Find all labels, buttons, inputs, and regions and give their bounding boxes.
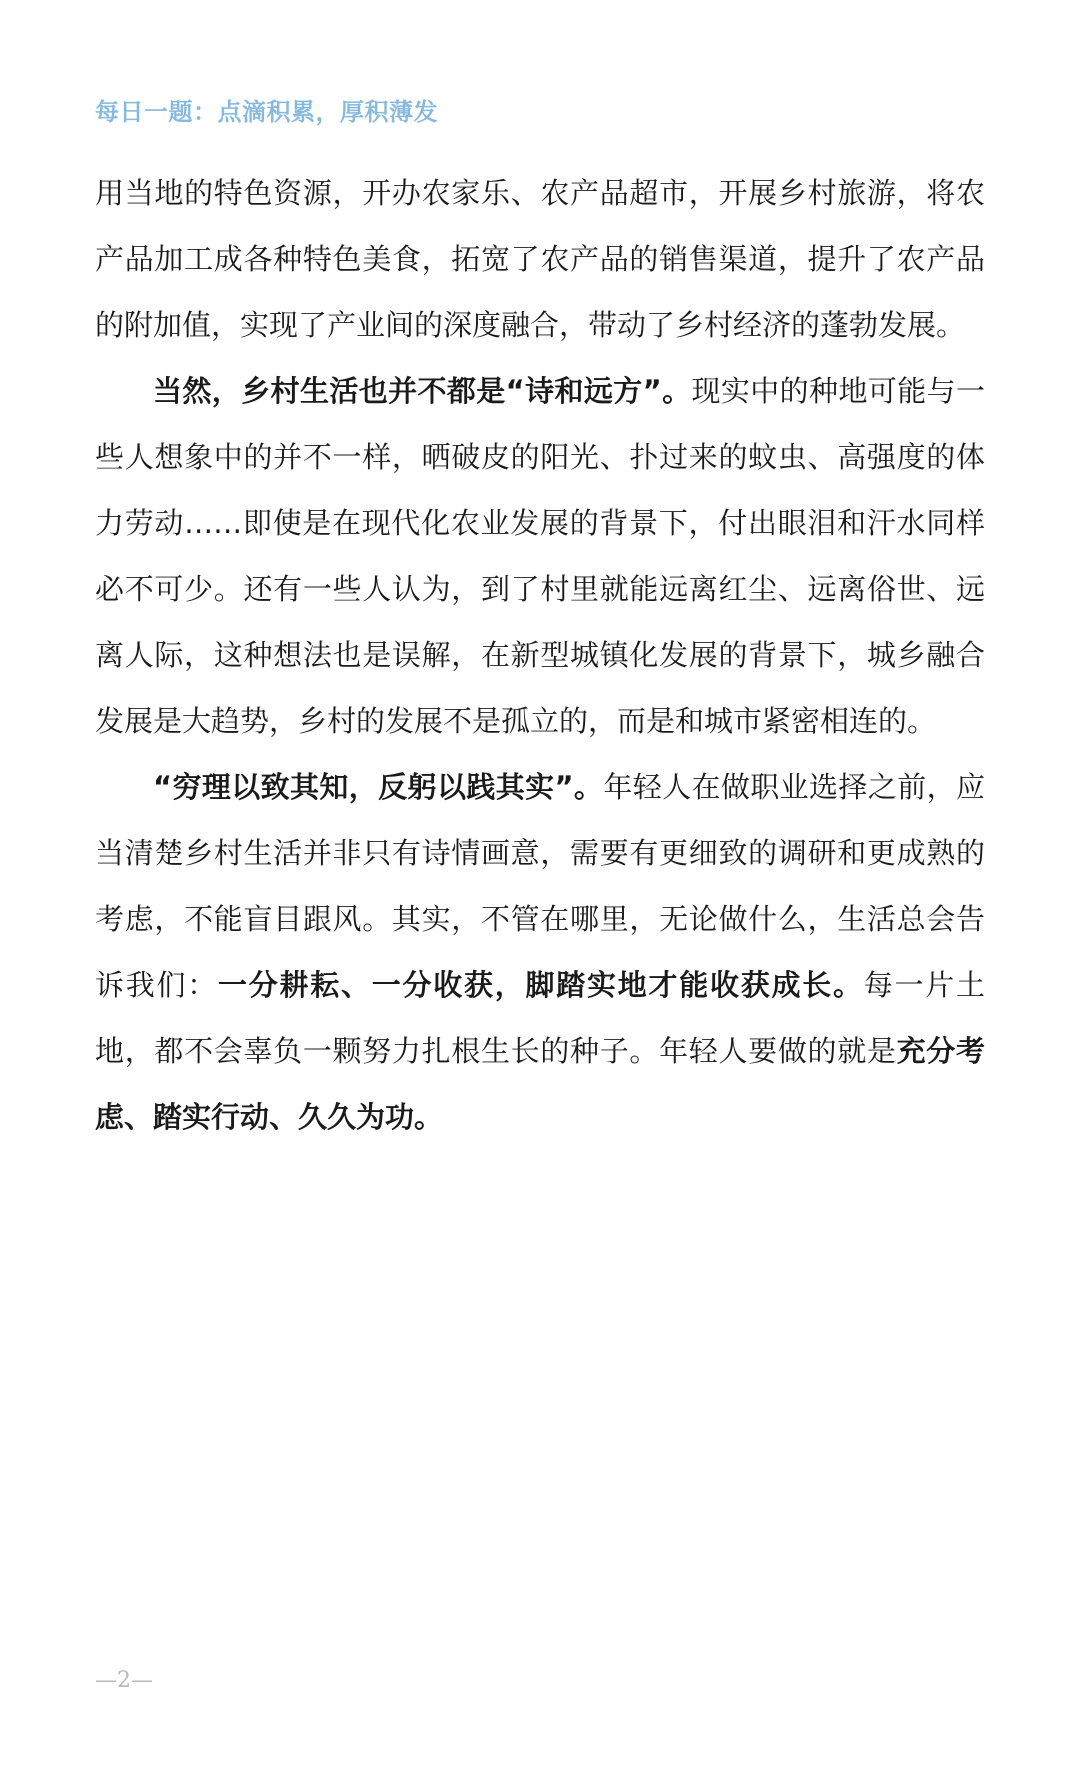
article-body <box>95 160 985 1150</box>
paragraph-3-emphasis-1: 一分耕耘、一分收获，脚踏实地才能收获成长。 <box>218 968 864 1002</box>
paragraph-1: 用当地的特色资源，开办农家乐、农产品超市，开展乡村旅游，将农产品加工成各种特色美食，拓宽了农产品的销售渠道，提升了农产品的附加值，实现了产业间的深度融合，带动了乡村经济的蓬勃发展。 <box>95 176 985 342</box>
paragraph-2-text: 现实中的种地可能与一些人想象中的并不一样，晒破皮的阳光、扑过来的蚊虫、高强度的体力劳动……即使是在现代化农业发展的背景下，付出眼泪和汗水同样必不可少。还有一些人认为，到了村里就能远离红尘、远离俗世、远离人际，这种想法也是误解，在新型城镇化发展的背景下，城乡融合发展是大趋势，乡村的发展不是孤立的，而是和城市紧密相连的。 <box>95 374 985 738</box>
paragraph-3-text-1: 年轻人在做职业选择之前，应当清楚乡村生活并非只有诗情画意，需要有更细致的调研和更成熟的考虑，不能盲目跟风。其实，不管在哪里，无论做什么，生活总会告诉我们： <box>95 770 985 1002</box>
paragraph-3-text-2: 每一片土地，都不会辜负一颗努力扎根生长的种子。年轻人要做的就是 <box>95 968 985 1068</box>
paragraph-2 <box>95 358 985 754</box>
paragraph-3-lead: “穷理以致其知，反躬以践其实”。 <box>153 770 604 804</box>
paragraph-3-emphasis-2: 充分考虑、踏实行动、久久为功。 <box>95 1034 985 1134</box>
page-number: —2— <box>95 1668 153 1693</box>
paragraph-2-lead: 当然，乡村生活也并不都是“诗和远方”。 <box>153 374 692 408</box>
header-tag: 每日一题：点滴积累，厚积薄发 <box>95 98 438 126</box>
paragraph-3 <box>95 754 985 1150</box>
